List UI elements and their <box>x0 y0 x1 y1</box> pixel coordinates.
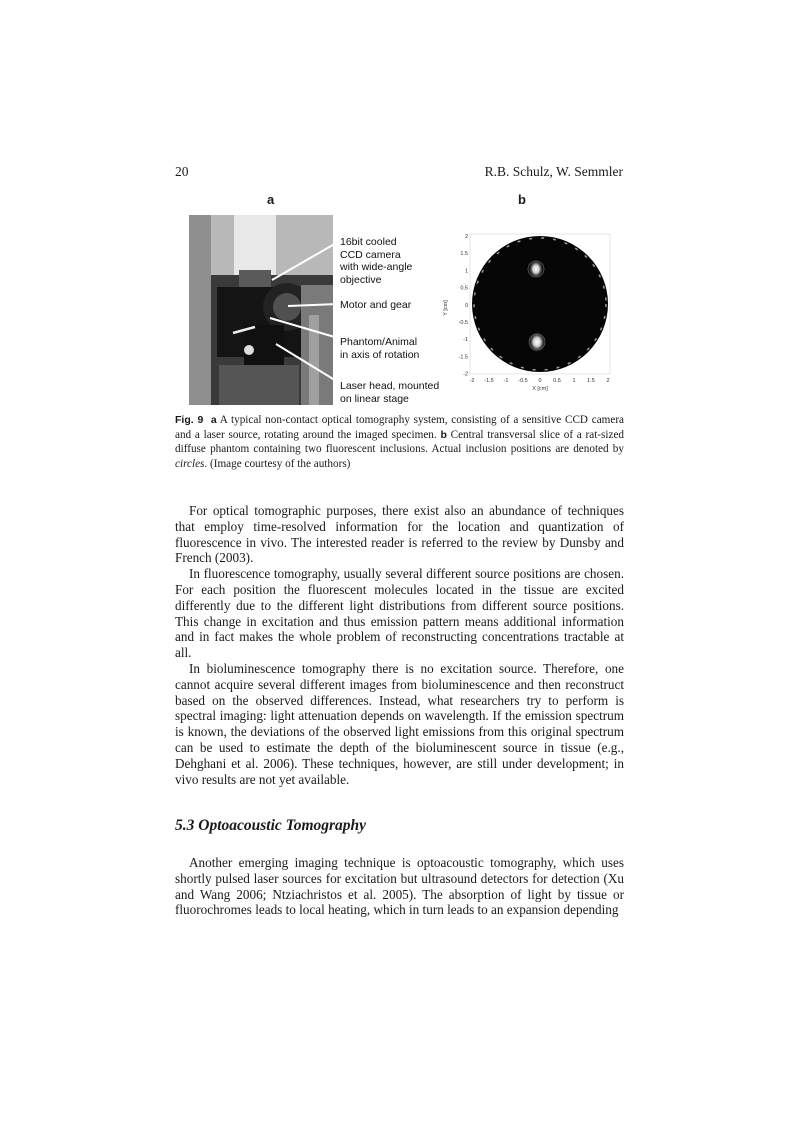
caption-a-label: a <box>210 414 217 426</box>
annotation-phantom: Phantom/Animal in axis of rotation <box>340 336 420 361</box>
panel-b-label: b <box>518 192 526 207</box>
paragraph: Another emerging imaging technique is optoacoustic tomography, which uses shortly pulsed laser sources for excitation but ultrasound detectors for detection (Xu and Wang 2006; Ntziachristos et al. 2005). The absorption of light by tissue or fluorochromes leads to local heating, which in turn leads to an expansion depending <box>175 855 624 918</box>
x-tick-label: -0.5 <box>518 378 528 384</box>
paragraph: For optical tomographic purposes, there exist also an abundance of techniques that employ time-resolved information for the location and quantization of fluorescence in vivo. The interested reader is referred to the review by Dunsby and French (2003). <box>175 503 624 566</box>
pointer-lines <box>230 220 350 395</box>
section-heading: 5.3 Optoacoustic Tomography <box>175 817 367 834</box>
figure-caption <box>175 413 624 471</box>
annotation-laser: Laser head, mounted on linear stage <box>340 380 440 405</box>
x-tick-label: 0.5 <box>553 378 561 384</box>
y-tick-label: 0.5 <box>460 285 468 292</box>
x-tick-label: 2 <box>606 378 610 384</box>
x-axis-label: X [cm] <box>532 386 548 392</box>
y-tick-label: -2 <box>463 371 468 378</box>
x-tick-label: -1 <box>503 378 509 384</box>
body-section-2 <box>175 855 624 918</box>
caption-text-b: Central transversal slice of a rat-sized diffuse phantom containing two fluorescent inclusions. Actual inclusion positions are denoted by <box>175 428 625 456</box>
x-tick-label: -2 <box>469 378 475 384</box>
y-tick-label: -1.5 <box>458 354 468 361</box>
paragraph: In fluorescence tomography, usually several different source positions are chosen. For each position the fluorescent molecules located in the tissue are excited differently due to the different light distributions from different source positions. This change in excitation and thus emission pattern means additional information and in fact makes the whole problem of reconstructing concentrations tractable at all. <box>175 566 624 661</box>
paragraph: In bioluminescence tomography there is no excitation source. Therefore, one cannot acquire several different images from bioluminescence and then reconstruct based on the observed differences. Instead, what researchers try to perform is spectral imaging: light attenuation depends on wavelength. If the emission spectrum is known, the deviations of the observed light emissions from this original spectrum can be used to estimate the depth of the bioluminescent source in tissue (e.g., Dehghani et al. 2006). These techniques, however, are still under development; in vivo results are not yet available. <box>175 660 624 787</box>
y-tick-label: -0.5 <box>458 320 468 326</box>
y-tick-label: 0 <box>464 302 468 309</box>
x-tick-label: -1.5 <box>484 378 494 384</box>
reconstruction-plot <box>440 228 622 396</box>
y-axis-label: Y [cm] <box>443 300 449 316</box>
y-tick-label: 1.5 <box>460 251 468 258</box>
y-tick-label: 2 <box>464 234 468 240</box>
caption-label: Fig. 9 <box>175 414 204 426</box>
caption-circles: circles <box>175 457 205 470</box>
caption-b-label: b <box>440 428 447 441</box>
panel-a-label: a <box>267 192 275 207</box>
body-section-1 <box>175 503 624 787</box>
inclusion-upper <box>528 259 544 279</box>
annotation-camera: 16bit cooled CCD camera with wide-angle objective <box>340 236 413 286</box>
x-tick-label: 0 <box>538 378 542 384</box>
annotation-motor: Motor and gear <box>340 299 412 311</box>
x-tick-label: 1.5 <box>587 378 595 384</box>
y-tick-label: -1 <box>463 337 468 344</box>
caption-text-a: A typical non-contact optical tomography system, consisting of a sensitive CCD camera and a laser source, rotating around the imaged specimen. <box>175 414 625 441</box>
page-number: 20 <box>175 164 189 179</box>
caption-text-end: . (Image courtesy of the authors) <box>204 457 351 470</box>
running-head-authors: R.B. Schulz, W. Semmler <box>484 164 623 179</box>
x-tick-label: 1 <box>572 378 576 384</box>
y-tick-label: 1 <box>464 268 468 275</box>
